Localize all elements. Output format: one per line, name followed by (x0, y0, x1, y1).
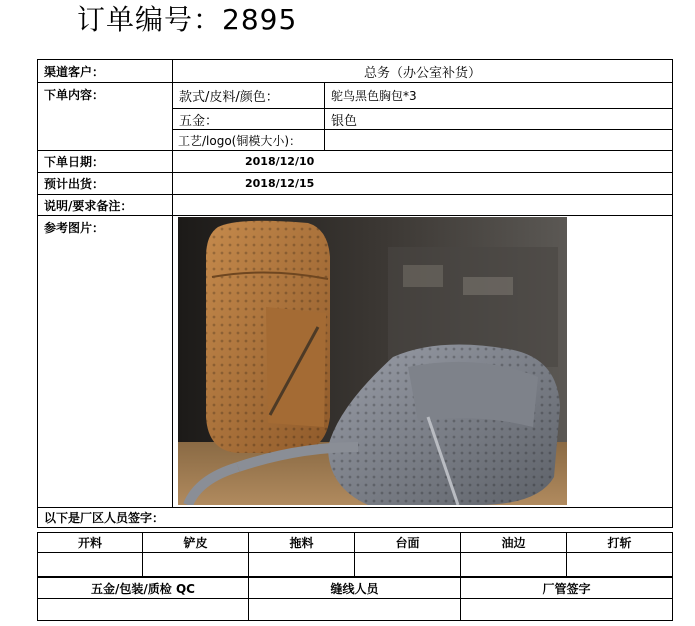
signature-header: 以下是厂区人员签字： (38, 508, 673, 528)
final-station-label: 缝线人员 (249, 578, 461, 599)
order-title (77, 0, 297, 38)
station-label: 台面 (355, 533, 461, 553)
signature-cell[interactable] (143, 553, 249, 577)
craft-label: 工艺/logo(铜模大小)： (173, 130, 325, 151)
photo-cell (173, 216, 673, 508)
order-title-label: 订单编号： (77, 3, 223, 36)
craft-value (325, 130, 673, 151)
ship-label: 预计出货： (38, 173, 173, 195)
hardware-label: 五金： (173, 109, 325, 130)
order-date-label: 下单日期： (38, 151, 173, 173)
style-value: 鸵鸟黑色胸包*3 (325, 83, 673, 109)
content-label: 下单内容： (38, 83, 173, 151)
ship-value: 2018/12/15 (173, 173, 673, 195)
product-photo (178, 217, 567, 505)
signature-cell[interactable] (249, 553, 355, 577)
final-station-label: 五金/包装/质检 QC (38, 578, 249, 599)
notes-value (173, 195, 673, 216)
signature-cell[interactable] (38, 599, 249, 621)
signature-cell[interactable] (461, 599, 673, 621)
signature-cell[interactable] (461, 553, 567, 577)
station-label: 拖料 (249, 533, 355, 553)
channel-label: 渠道客户： (38, 60, 173, 83)
hardware-value: 银色 (325, 109, 673, 130)
station-label: 铲皮 (143, 533, 249, 553)
station-label: 开料 (38, 533, 143, 553)
final-station-label: 厂管签字 (461, 578, 673, 599)
signature-cell[interactable] (38, 553, 143, 577)
station-sign-table (37, 532, 673, 577)
channel-value: 总务（办公室补货） (173, 60, 673, 83)
style-label: 款式/皮料/颜色： (173, 83, 325, 109)
notes-label: 说明/要求备注： (38, 195, 173, 216)
photo-label: 参考图片： (38, 216, 173, 508)
signature-cell[interactable] (355, 553, 461, 577)
station-label: 油边 (461, 533, 567, 553)
signature-cell[interactable] (249, 599, 461, 621)
station-label: 打斩 (567, 533, 673, 553)
brown-bag-shape (206, 221, 330, 453)
order-number: 2895 (222, 3, 298, 36)
signature-cell[interactable] (567, 553, 673, 577)
order-form-table (37, 59, 673, 528)
final-sign-table (37, 577, 673, 621)
order-date-value: 2018/12/10 (173, 151, 673, 173)
